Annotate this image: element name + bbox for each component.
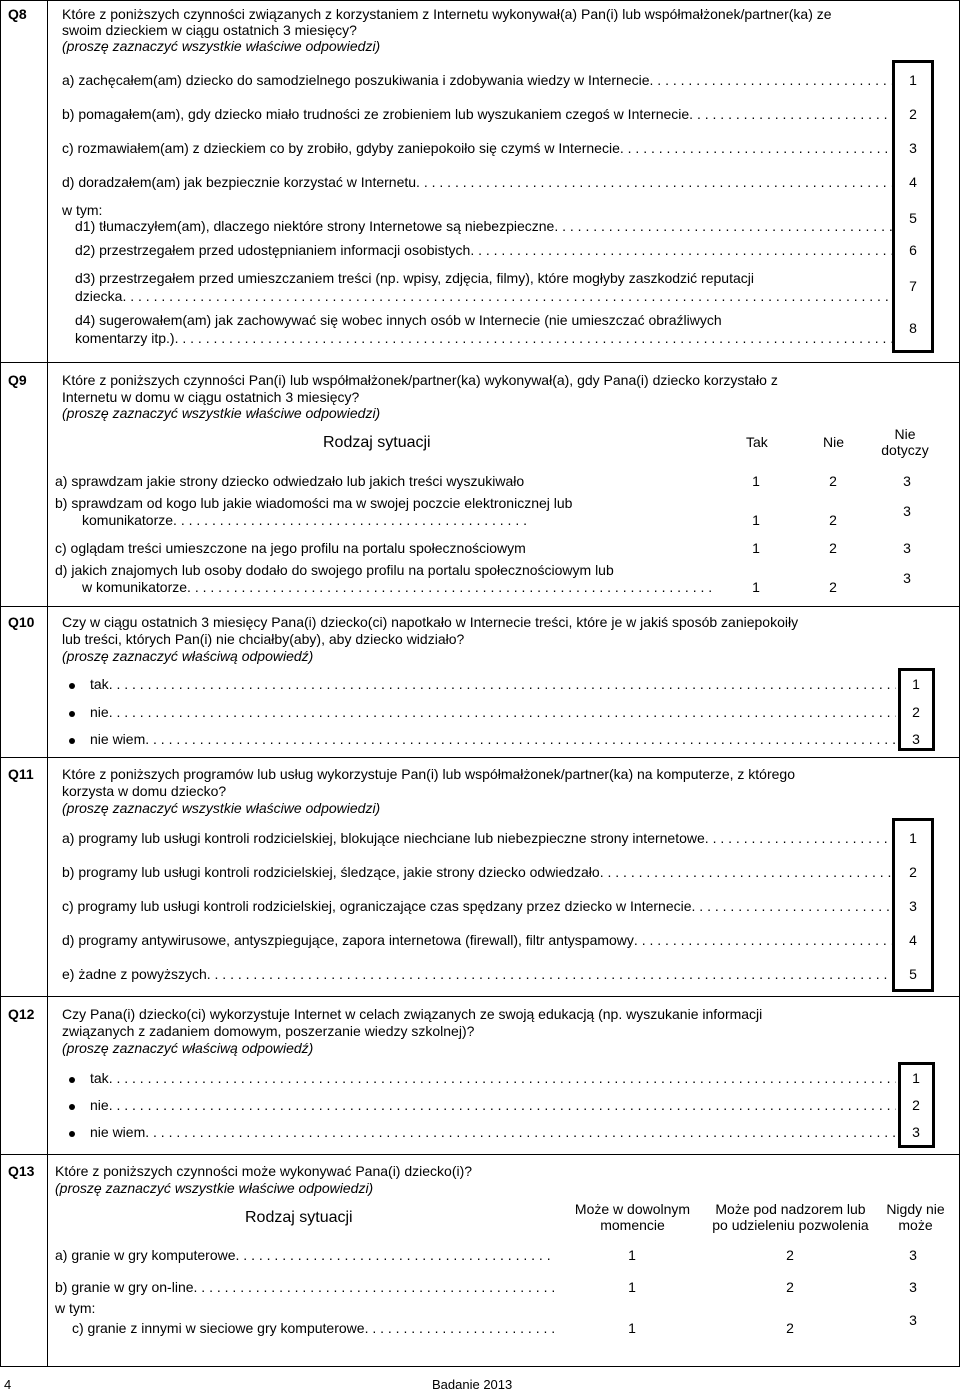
q8-option-d[interactable] [62, 174, 892, 190]
q8-option-d3-line2: dziecka [75, 288, 123, 304]
q9-row-b-no[interactable]: 2 [829, 512, 837, 528]
bullet-icon [69, 1104, 75, 1110]
q8-option-d3-line1: d3) przestrzegałem przed umieszczaniem treści (np. wpisy, zdjęcia, filmy), które mogłyby zaszkodzić reputacji [75, 270, 754, 286]
q8-code-6[interactable]: 6 [909, 242, 917, 258]
q10-code-3[interactable]: 3 [912, 731, 920, 747]
q8-code-8[interactable]: 8 [909, 320, 917, 336]
q12-option-tak-label: tak [90, 1070, 109, 1086]
q10-question-line1: Czy w ciągu ostatnich 3 miesięcy Pana(i) dziecko(ci) napotkało w Internecie treści, które je w jakiś sposób zaniepokoiły [62, 614, 799, 630]
divider-q8-q9 [0, 362, 960, 363]
q13-instruction: (proszę zaznaczyć wszystkie właściwe odpowiedzi) [55, 1180, 374, 1196]
q8-option-d4-line1: d4) sugerowałem(am) jak zachowywać się wobec innych osób w Internecie (nie umieszczać obraźliwych [75, 312, 722, 328]
q12-option-nie-wiem[interactable] [90, 1124, 896, 1140]
q13-row-b-never[interactable]: 3 [909, 1279, 917, 1295]
q13-row-a [55, 1247, 555, 1263]
q8-code-3[interactable]: 3 [909, 140, 917, 156]
q9-header-yes: Tak [746, 434, 768, 450]
q9-header-no: Nie [823, 434, 845, 450]
q8-instruction: (proszę zaznaczyć wszystkie właściwe odpowiedzi) [62, 38, 381, 54]
q11-option-a[interactable] [62, 830, 892, 846]
q8-option-a[interactable] [62, 72, 892, 88]
frame-bottom [0, 1366, 960, 1367]
question-id-q13: Q13 [8, 1163, 35, 1179]
q10-option-nie-label: nie [90, 704, 109, 720]
question-id-q9: Q9 [8, 372, 27, 388]
divider-q11-q12 [0, 996, 960, 997]
q11-option-b[interactable] [62, 864, 892, 880]
q8-code-5[interactable]: 5 [909, 210, 917, 226]
q12-option-nie-label: nie [90, 1097, 109, 1113]
q9-row-b-na[interactable]: 3 [903, 503, 911, 519]
q11-code-2[interactable]: 2 [909, 864, 917, 880]
q13-question: Które z poniższych czynności może wykonywać Pana(i) dziecko(i)? [55, 1163, 473, 1179]
q12-code-1[interactable]: 1 [912, 1070, 920, 1086]
frame-top [0, 0, 960, 1]
q8-question-line2: swoim dzieckiem w ciągu ostatnich 3 miesięcy? [62, 22, 357, 38]
q8-option-b-label: b) pomagałem(am), gdy dziecko miało trudności ze zrobieniem lub wyszukaniem czegoś w Internecie [62, 106, 690, 122]
q11-code-5[interactable]: 5 [909, 966, 917, 982]
q8-option-d2[interactable] [75, 242, 892, 258]
q8-option-c-label: c) rozmawiałem(am) z dzieckiem co by zrobiło, gdyby zaniepokoiło się czymś w Internecie [62, 140, 620, 156]
q11-option-c[interactable] [62, 898, 892, 914]
q11-code-3[interactable]: 3 [909, 898, 917, 914]
q10-question-line2: lub treści, których Pan(i) nie chciałby(aby), aby dziecko widziało? [62, 631, 465, 647]
q9-row-b-line2: komunikatorze [82, 512, 174, 528]
q13-row-c-supervised[interactable]: 2 [786, 1320, 794, 1336]
q12-instruction: (proszę zaznaczyć właściwą odpowiedź) [62, 1040, 314, 1056]
q13-header-situation: Rodzaj sytuacji [245, 1209, 353, 1226]
q13-wtym-label: w tym: [55, 1300, 96, 1316]
q11-option-e-label: e) żadne z powyższych [62, 966, 207, 982]
question-id-q8: Q8 [8, 6, 27, 22]
q8-code-1[interactable]: 1 [909, 72, 917, 88]
q13-row-b-supervised[interactable]: 2 [786, 1279, 794, 1295]
q11-option-c-label: c) programy lub usługi kontroli rodzicielskiej, ograniczające czas spędzany przez dziecko w Internecie [62, 898, 692, 914]
q11-instruction: (proszę zaznaczyć wszystkie właściwe odpowiedzi) [62, 800, 381, 816]
q10-option-tak[interactable] [90, 676, 896, 692]
q12-option-nie-wiem-label: nie wiem [90, 1124, 146, 1140]
bullet-icon [69, 711, 75, 717]
q9-row-c-no[interactable]: 2 [829, 540, 837, 556]
q13-header-never: Nigdy nie może [886, 1201, 945, 1233]
q9-row-d-na[interactable]: 3 [903, 570, 911, 586]
q9-row-d-line2: w komunikatorze [82, 579, 188, 595]
divider-q12-q13 [0, 1154, 960, 1155]
q13-header-any-time: Może w dowolnym momencie [574, 1201, 691, 1233]
q13-row-b [55, 1279, 555, 1295]
divider-q9-q10 [0, 606, 960, 607]
q9-row-a [55, 473, 715, 489]
q13-row-a-supervised[interactable]: 2 [786, 1247, 794, 1263]
survey-name: Badanie 2013 [432, 1377, 513, 1392]
q10-option-tak-label: tak [90, 676, 109, 692]
q11-code-4[interactable]: 4 [909, 932, 917, 948]
q11-question-line1: Które z poniższych programów lub usług wykorzystuje Pan(i) lub współmałżonek/partner(ka) na komputerze, z którego [62, 766, 795, 782]
q9-question-line1: Które z poniższych czynności Pan(i) lub współmałżonek/partner(ka) wykonywał(a), gdy Pana(i) dziecko korzystało z [62, 372, 778, 388]
q11-code-1[interactable]: 1 [909, 830, 917, 846]
q9-row-c [55, 540, 715, 556]
q8-code-box [892, 60, 934, 353]
q10-option-nie-wiem-label: nie wiem [90, 731, 146, 747]
q10-option-nie[interactable] [90, 704, 896, 720]
q13-header-supervised: Może pod nadzorem lub po udzieleniu pozwolenia [712, 1201, 869, 1233]
q10-code-1[interactable]: 1 [912, 676, 920, 692]
q12-option-nie[interactable] [90, 1097, 896, 1113]
q8-option-d1-label: d1) tłumaczyłem(am), dlaczego niektóre strony Internetowe są niebezpieczne [75, 218, 555, 234]
q9-row-a-yes[interactable]: 1 [752, 473, 760, 489]
q11-option-e[interactable] [62, 966, 892, 982]
q12-code-3[interactable]: 3 [912, 1124, 920, 1140]
q13-row-c-any-time[interactable]: 1 [628, 1320, 636, 1336]
q8-question-line1: Które z poniższych czynności związanych z korzystaniem z Internetu wykonywał(a) Pan(i) lub współmałżonek/partner(ka) ze [62, 6, 832, 22]
q8-code-7[interactable]: 7 [909, 278, 917, 294]
q8-option-d-label: d) doradzałem(am) jak bezpiecznie korzystać w Internetu [62, 174, 417, 190]
q8-option-d1[interactable] [75, 218, 892, 234]
bullet-icon [69, 1131, 75, 1137]
q10-option-nie-wiem[interactable] [90, 731, 896, 747]
q9-row-c-na[interactable]: 3 [903, 540, 911, 556]
q8-wtym-label: w tym: [62, 202, 103, 218]
question-id-q12: Q12 [8, 1006, 35, 1022]
q13-row-a-label: a) granie w gry komputerowe [55, 1247, 236, 1263]
q9-row-d-no[interactable]: 2 [829, 579, 837, 595]
q13-row-a-any-time[interactable]: 1 [628, 1247, 636, 1263]
q13-row-b-any-time[interactable]: 1 [628, 1279, 636, 1295]
q12-code-2[interactable]: 2 [912, 1097, 920, 1113]
q10-instruction: (proszę zaznaczyć właściwą odpowiedź) [62, 648, 314, 664]
question-id-q11: Q11 [8, 766, 34, 782]
q8-option-b[interactable] [62, 106, 892, 122]
q9-row-d-line1: d) jakich znajomych lub osoby dodało do swojego profilu na portalu społecznościowym lub [55, 562, 614, 578]
q8-option-d4-line2: komentarzy itp.) [75, 330, 175, 346]
q13-row-c-never[interactable]: 3 [909, 1312, 917, 1328]
q8-code-4[interactable]: 4 [909, 174, 917, 190]
q13-row-c [72, 1320, 555, 1336]
q11-option-b-label: b) programy lub usługi kontroli rodzicielskiej, śledzące, jakie strony dziecko odwiedzało [62, 864, 600, 880]
label-column-divider [47, 0, 48, 1366]
q11-question-line2: korzysta w domu dziecko? [62, 783, 227, 799]
q9-row-c-yes[interactable]: 1 [752, 540, 760, 556]
q13-row-a-never[interactable]: 3 [909, 1247, 917, 1263]
q8-option-d4[interactable] [75, 330, 892, 346]
bullet-icon [69, 1077, 75, 1083]
q9-header-not-applicable: Nie dotyczy [881, 426, 929, 458]
q12-question-line1: Czy Pana(i) dziecko(ci) wykorzystuje Internet w celach związanych ze swoją edukacją (np. wyszukanie informacji [62, 1006, 763, 1022]
q9-row-d-yes[interactable]: 1 [752, 579, 760, 595]
q9-row-b-yes[interactable]: 1 [752, 512, 760, 528]
q9-row-a-no[interactable]: 2 [829, 473, 837, 489]
q9-row-b-line1: b) sprawdzam od kogo lub jakie wiadomości ma w swojej poczcie elektronicznej lub [55, 495, 573, 511]
frame-left [0, 0, 1, 1366]
q13-row-c-label: c) granie z innymi w sieciowe gry komputerowe [72, 1320, 365, 1336]
q11-option-a-label: a) programy lub usługi kontroli rodzicielskiej, blokujące niechciane lub niebezpieczne strony internetowe [62, 830, 705, 846]
page-number: 4 [4, 1377, 12, 1392]
q13-row-b-label: b) granie w gry on-line [55, 1279, 194, 1295]
q12-question-line2: związanych z zadaniem domowym, poszerzanie wiedzy szkolnej)? [62, 1023, 475, 1039]
q9-row-c-label: c) oglądam treści umieszczone na jego profilu na portalu społecznościowym [55, 540, 526, 556]
q11-option-d-label: d) programy antywirusowe, antyszpiegujące, zapora internetowa (firewall), filtr antyspamowy [62, 932, 634, 948]
q8-code-2[interactable]: 2 [909, 106, 917, 122]
q8-option-c[interactable] [62, 140, 892, 156]
q8-option-d2-label: d2) przestrzegałem przed udostępnianiem informacji osobistych [75, 242, 471, 258]
q8-option-d3[interactable] [75, 288, 892, 304]
q9-instruction: (proszę zaznaczyć wszystkie właściwe odpowiedzi) [62, 405, 381, 421]
q9-row-b [82, 512, 532, 528]
question-id-q10: Q10 [8, 614, 35, 630]
bullet-icon [69, 683, 75, 689]
q10-code-2[interactable]: 2 [912, 704, 920, 720]
q9-row-d [82, 579, 712, 595]
q9-row-a-na[interactable]: 3 [903, 473, 911, 489]
q9-question-line2: Internetu w domu w ciągu ostatnich 3 miesięcy? [62, 389, 360, 405]
bullet-icon [69, 738, 75, 744]
q9-header-situation: Rodzaj sytuacji [323, 434, 431, 451]
q12-option-tak[interactable] [90, 1070, 896, 1086]
q9-row-a-label: a) sprawdzam jakie strony dziecko odwiedzało lub jakich treści wyszukiwało [55, 473, 525, 489]
divider-q10-q11 [0, 757, 960, 758]
q11-option-d[interactable] [62, 932, 892, 948]
q8-option-a-label: a) zachęcałem(am) dziecko do samodzielnego poszukiwania i zdobywania wiedzy w Internecie [62, 72, 650, 88]
